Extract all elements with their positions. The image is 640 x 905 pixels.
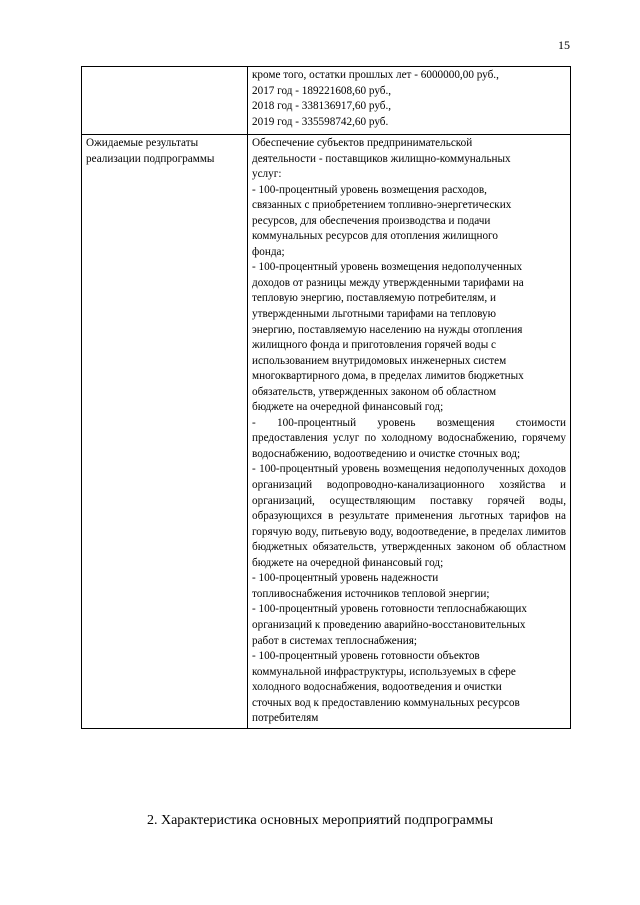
funding-line: кроме того, остатки прошлых лет - 6000000,00 руб., <box>252 69 499 81</box>
result-line: потребителям <box>252 712 319 725</box>
table-row <box>82 135 571 729</box>
result-line: жилищного фонда и приготовления горячей воды с <box>252 339 496 352</box>
result-line: сточных вод к предоставлению коммунальных ресурсов <box>252 696 520 709</box>
result-paragraph-water-organizations: - 100-процентный уровень возмещения недополученных доходов организаций водопроводно-канализационного хозяйства и организаций, осуществляющим поставку горячей воды, образующихся в результате применения льготных тарифов на горячую воду, питьевую воду, водоотведение, в пределах лимитов бюджетных обязательств, утвержденных законом об областном бюджете на очередной финансовый год; <box>252 463 566 569</box>
result-line: топливоснабжения источников тепловой энергии; <box>252 587 490 600</box>
page-number: 15 <box>558 38 570 52</box>
result-line: доходов от разницы между утвержденными тарифами на <box>252 276 524 289</box>
result-line: ресурсов, для обеспечения производства и подачи <box>252 214 491 227</box>
result-line: - 100-процентный уровень надежности <box>252 572 439 585</box>
result-line: энергию, поставляемую населению на нужды отопления <box>252 323 523 336</box>
result-line: - 100-процентный уровень готовности объектов <box>252 650 480 663</box>
row-label-expected-results: Ожидаемые результаты реализации подпрограммы <box>82 135 248 729</box>
result-line: утвержденными льготными тарифами на тепловую <box>252 308 496 321</box>
result-line: деятельности - поставщиков жилищно-коммунальных <box>252 152 511 165</box>
result-line: - 100-процентный уровень готовности теплоснабжающих <box>252 603 527 616</box>
result-line: использованием внутридомовых инженерных систем <box>252 354 507 367</box>
result-line: коммунальных ресурсов для отопления жилищного <box>252 230 498 243</box>
table-row <box>82 67 571 135</box>
result-line: услуг: <box>252 168 282 181</box>
result-line: организаций к проведению аварийно-восстановительных <box>252 618 526 631</box>
expected-results-cell <box>248 135 571 729</box>
result-line: тепловую энергию, поставляемую потребителям, и <box>252 292 496 305</box>
result-line: - 100-процентный уровень возмещения недополученных <box>252 261 523 274</box>
funding-line: 2019 год - 335598742,60 руб. <box>252 115 389 128</box>
result-line: фонда; <box>252 245 285 258</box>
result-line: - 100-процентный уровень возмещения расходов, <box>252 183 487 196</box>
result-line: обязательств, утвержденных законом об областном <box>252 385 497 398</box>
result-line: Обеспечение субъектов предпринимательской <box>252 137 473 149</box>
section-heading: 2. Характеристика основных мероприятий подпрограммы <box>146 813 494 828</box>
row-label <box>82 67 248 135</box>
result-line: связанных с приобретением топливно-энергетических <box>252 199 512 212</box>
subprogram-passport-table <box>81 66 571 729</box>
result-line: коммунальной инфраструктуры, используемых в сфере <box>252 665 516 678</box>
funding-line: 2018 год - 338136917,60 руб., <box>252 100 392 113</box>
result-line: бюджете на очередной финансовый год; <box>252 401 444 414</box>
funding-cell <box>248 67 571 135</box>
result-line: холодного водоснабжения, водоотведения и очистки <box>252 681 502 694</box>
result-paragraph-water-services: - 100-процентный уровень возмещения стоимости предоставления услуг по холодному водоснабжению, горячему водоснабжению, водоотведению и очистке сточных вод; <box>252 416 566 460</box>
funding-line: 2017 год - 189221608,60 руб., <box>252 84 392 97</box>
result-line: многоквартирного дома, в пределах лимитов бюджетных <box>252 370 524 383</box>
result-line: работ в системах теплоснабжения; <box>252 634 417 647</box>
